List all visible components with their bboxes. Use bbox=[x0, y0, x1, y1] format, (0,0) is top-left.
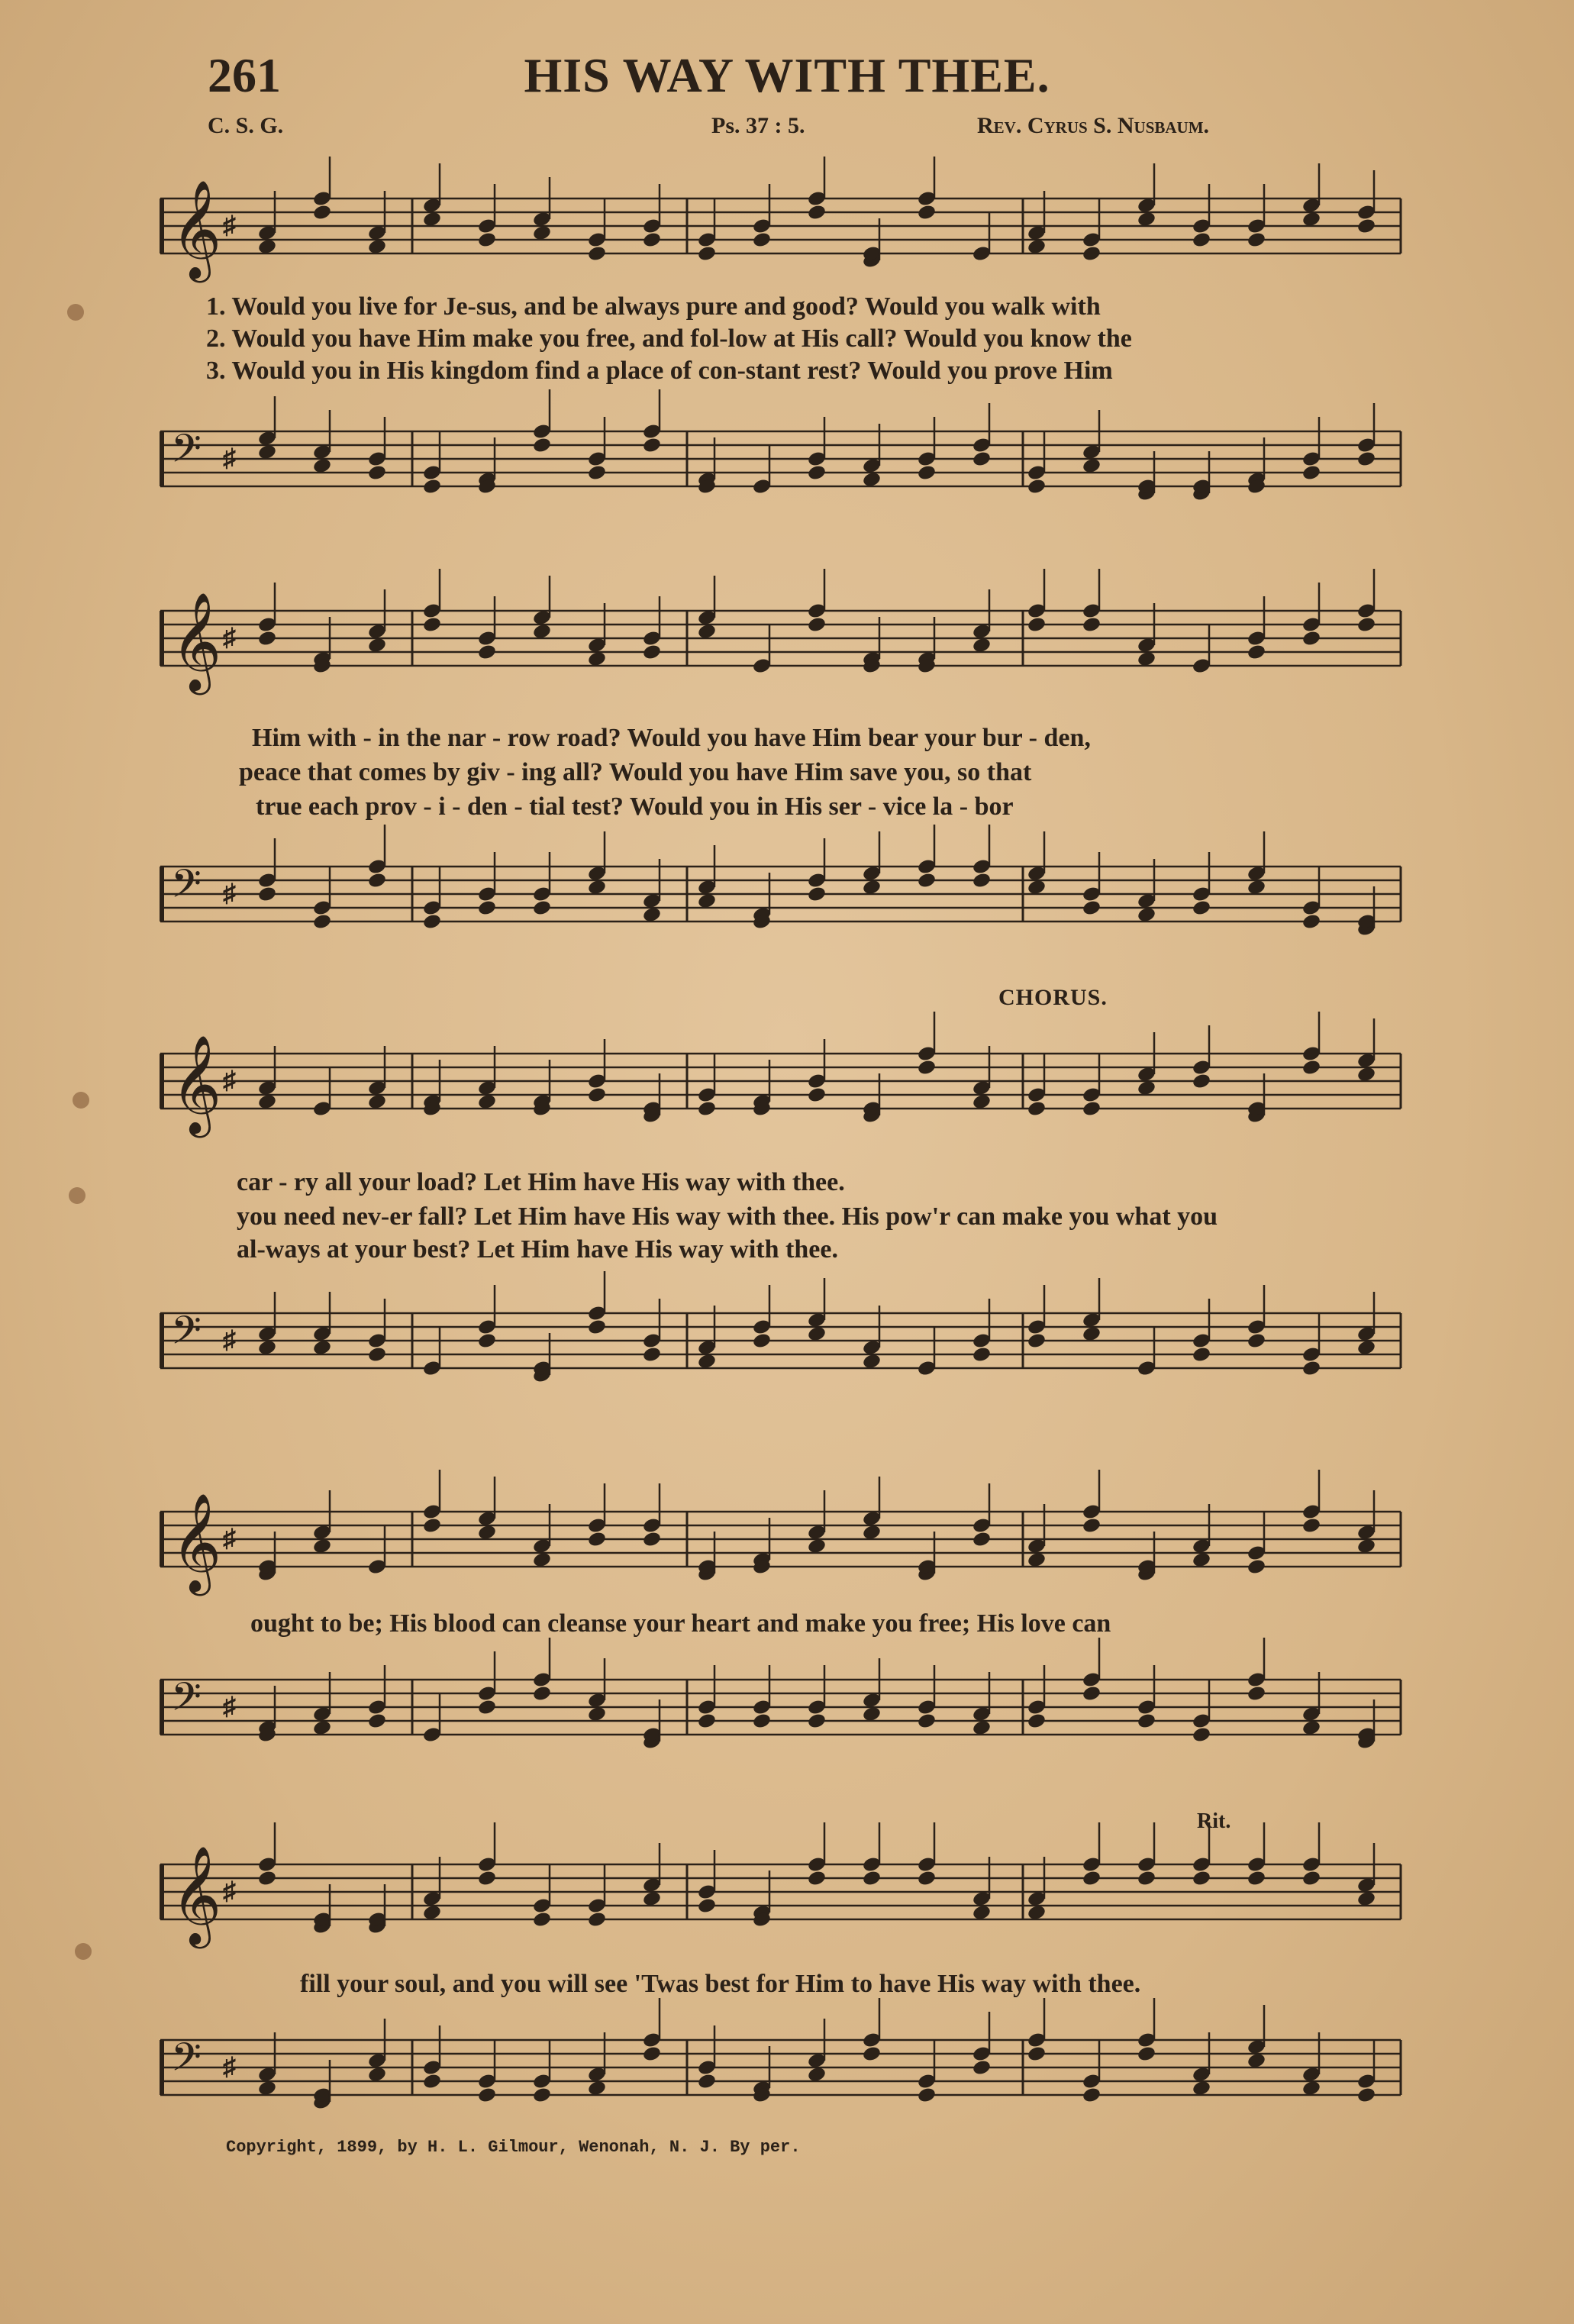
note-head bbox=[917, 464, 937, 482]
lyric-line: fill your soul, and you will see 'Twas best for Him to have His way with thee. bbox=[300, 1970, 1141, 1998]
chorus-label: CHORUS. bbox=[998, 985, 1108, 1010]
lyric-line: 2. Would you have Him make you free, and fol-low at His call? Would you know the bbox=[206, 324, 1132, 353]
note-head bbox=[367, 1712, 387, 1730]
sharp-icon: ♯ bbox=[223, 1693, 236, 1721]
sharp-icon: ♯ bbox=[223, 1326, 236, 1354]
note-head bbox=[1082, 899, 1101, 917]
note-head bbox=[1192, 1073, 1211, 1090]
note-head bbox=[1247, 1685, 1266, 1703]
note-head bbox=[367, 872, 387, 889]
note-head bbox=[1082, 1685, 1101, 1703]
lyric-line: al-ways at your best? Let Him have His way with thee. bbox=[237, 1235, 838, 1264]
note-head bbox=[807, 204, 827, 221]
note-head bbox=[1356, 616, 1376, 634]
note-head bbox=[1247, 1558, 1266, 1576]
binding-hole bbox=[75, 1943, 92, 1960]
treble-staff bbox=[160, 1481, 1401, 1596]
note-head bbox=[477, 231, 497, 249]
note-head bbox=[587, 464, 607, 482]
treble-staff bbox=[160, 580, 1401, 695]
sharp-icon: ♯ bbox=[223, 880, 236, 908]
page-number: 261 bbox=[208, 48, 281, 102]
lyric-line: 1. Would you live for Je-sus, and be always pure and good? Would you walk with bbox=[206, 292, 1101, 321]
note-head bbox=[807, 616, 827, 634]
note-head bbox=[807, 1086, 827, 1104]
sharp-icon: ♯ bbox=[223, 2053, 236, 2081]
lyric-line: peace that comes by giv - ing all? Would you have Him save you, so that bbox=[239, 758, 1032, 786]
note-head bbox=[1301, 1360, 1321, 1377]
note-head bbox=[587, 1531, 607, 1548]
treble-clef-icon: 𝄞 bbox=[171, 592, 222, 691]
bass-staff bbox=[160, 1283, 1401, 1397]
note-head bbox=[1192, 1870, 1211, 1887]
note-head bbox=[477, 899, 497, 917]
treble-staff bbox=[160, 1834, 1401, 1948]
note-head bbox=[1082, 1870, 1101, 1887]
lyric-line: ought to be; His blood can cleanse your heart and make you free; His love can bbox=[250, 1609, 1111, 1638]
note-head bbox=[1356, 450, 1376, 468]
note-head bbox=[917, 1870, 937, 1887]
bass-clef-icon: 𝄢 bbox=[171, 1674, 202, 1729]
note-head bbox=[257, 886, 277, 903]
note-head bbox=[972, 1531, 992, 1548]
note-head bbox=[587, 245, 607, 263]
bass-clef-icon: 𝄢 bbox=[171, 860, 202, 916]
note-head bbox=[1247, 1870, 1266, 1887]
note-head bbox=[1082, 1100, 1101, 1118]
note-head bbox=[1247, 231, 1266, 249]
note-head bbox=[1301, 630, 1321, 647]
note-head bbox=[917, 2087, 937, 2104]
note-head bbox=[1137, 2045, 1156, 2063]
note-head bbox=[1356, 2087, 1376, 2104]
note-head bbox=[752, 1332, 772, 1350]
bass-clef-icon: 𝄢 bbox=[171, 1307, 202, 1363]
note-head bbox=[422, 1517, 442, 1535]
note-head bbox=[532, 1685, 552, 1703]
note-head bbox=[807, 1712, 827, 1730]
note-head bbox=[1301, 1059, 1321, 1076]
note-head bbox=[697, 1897, 717, 1915]
note-head bbox=[972, 450, 992, 468]
note-head bbox=[1247, 1332, 1266, 1350]
note-head bbox=[1192, 1726, 1211, 1744]
author-credit: Rev. Cyrus S. Nusbaum. bbox=[977, 113, 1210, 138]
sharp-icon: ♯ bbox=[223, 444, 236, 473]
bass-clef-icon: 𝄢 bbox=[171, 2034, 202, 2090]
treble-staff bbox=[160, 168, 1401, 282]
note-head bbox=[312, 204, 332, 221]
note-head bbox=[697, 1100, 717, 1118]
bass-staff bbox=[160, 401, 1401, 515]
note-head bbox=[752, 1712, 772, 1730]
note-head bbox=[642, 1346, 662, 1364]
note-head bbox=[1027, 1100, 1047, 1118]
note-head bbox=[642, 2045, 662, 2063]
note-head bbox=[477, 1699, 497, 1716]
note-head bbox=[752, 231, 772, 249]
bass-staff bbox=[160, 1649, 1401, 1764]
note-head bbox=[1137, 1870, 1156, 1887]
lyric-line: you need nev-er fall? Let Him have His way with thee. His pow'r can make you what you bbox=[237, 1202, 1218, 1231]
note-head bbox=[917, 1712, 937, 1730]
note-head bbox=[917, 1059, 937, 1076]
scripture-reference: Ps. 37 : 5. bbox=[711, 113, 805, 138]
note-head bbox=[1356, 218, 1376, 235]
sharp-icon: ♯ bbox=[223, 1067, 236, 1095]
note-head bbox=[1082, 616, 1101, 634]
binding-hole bbox=[69, 1187, 85, 1204]
lyric-line: Him with - in the nar - row road? Would you have Him bear your bur - den, bbox=[252, 724, 1091, 752]
sharp-icon: ♯ bbox=[223, 211, 236, 240]
treble-clef-icon: 𝄞 bbox=[171, 1845, 222, 1945]
note-head bbox=[642, 231, 662, 249]
note-head bbox=[1247, 644, 1266, 661]
sharp-icon: ♯ bbox=[223, 1877, 236, 1906]
lyric-line: true each prov - i - den - tial test? Would you in His ser - vice la - bor bbox=[256, 792, 1014, 821]
treble-clef-icon: 𝄞 bbox=[171, 179, 222, 279]
note-head bbox=[1301, 464, 1321, 482]
note-head bbox=[422, 913, 442, 931]
note-head bbox=[422, 616, 442, 634]
note-head bbox=[587, 1319, 607, 1336]
binding-hole bbox=[73, 1092, 89, 1109]
note-head bbox=[972, 1346, 992, 1364]
note-head bbox=[1082, 2087, 1101, 2104]
note-head bbox=[862, 2045, 882, 2063]
note-head bbox=[1301, 913, 1321, 931]
note-head bbox=[1301, 1517, 1321, 1535]
note-head bbox=[642, 437, 662, 454]
note-head bbox=[972, 2059, 992, 2077]
note-head bbox=[1027, 2045, 1047, 2063]
note-head bbox=[1301, 1870, 1321, 1887]
note-head bbox=[697, 245, 717, 263]
ritardando-mark: Rit. bbox=[1197, 1809, 1231, 1833]
note-head bbox=[587, 1911, 607, 1929]
note-head bbox=[532, 2087, 552, 2104]
note-head bbox=[477, 1332, 497, 1350]
note-head bbox=[312, 913, 332, 931]
note-head bbox=[477, 644, 497, 661]
note-head bbox=[1192, 1346, 1211, 1364]
note-head bbox=[477, 1870, 497, 1887]
note-head bbox=[257, 630, 277, 647]
note-head bbox=[367, 464, 387, 482]
note-head bbox=[587, 1086, 607, 1104]
note-head bbox=[532, 437, 552, 454]
note-head bbox=[642, 644, 662, 661]
treble-staff bbox=[160, 1023, 1401, 1138]
note-head bbox=[257, 1870, 277, 1887]
note-head bbox=[917, 204, 937, 221]
note-head bbox=[642, 1531, 662, 1548]
note-head bbox=[697, 2073, 717, 2090]
note-head bbox=[917, 872, 937, 889]
copyright-notice: Copyright, 1899, by H. L. Gilmour, Wenonah, N. J. By per. bbox=[226, 2138, 801, 2157]
treble-clef-icon: 𝄞 bbox=[171, 1035, 222, 1134]
note-head bbox=[422, 478, 442, 495]
note-head bbox=[1137, 1712, 1156, 1730]
note-head bbox=[1027, 1332, 1047, 1350]
note-head bbox=[1192, 899, 1211, 917]
note-head bbox=[807, 464, 827, 482]
bass-staff bbox=[160, 2009, 1401, 2124]
note-head bbox=[1027, 478, 1047, 495]
binding-hole bbox=[67, 304, 84, 321]
note-head bbox=[1027, 616, 1047, 634]
note-head bbox=[972, 872, 992, 889]
composer-credit: C. S. G. bbox=[208, 113, 284, 138]
note-head bbox=[367, 1346, 387, 1364]
treble-clef-icon: 𝄞 bbox=[171, 1493, 222, 1592]
hymn-title: HIS WAY WITH THEE. bbox=[524, 48, 1050, 102]
note-head bbox=[532, 899, 552, 917]
lyric-line: 3. Would you in His kingdom find a place of con-stant rest? Would you prove Him bbox=[206, 357, 1113, 385]
note-head bbox=[807, 886, 827, 903]
note-head bbox=[807, 1870, 827, 1887]
note-head bbox=[1027, 1712, 1047, 1730]
note-head bbox=[422, 2073, 442, 2090]
note-head bbox=[1082, 245, 1101, 263]
sharp-icon: ♯ bbox=[223, 1525, 236, 1553]
note-head bbox=[1192, 231, 1211, 249]
bass-clef-icon: 𝄢 bbox=[171, 425, 202, 481]
note-head bbox=[1082, 1517, 1101, 1535]
note-head bbox=[532, 1911, 552, 1929]
sharp-icon: ♯ bbox=[223, 624, 236, 652]
bass-staff bbox=[160, 836, 1401, 951]
lyric-line: car - ry all your load? Let Him have His way with thee. bbox=[237, 1168, 845, 1196]
note-head bbox=[477, 2087, 497, 2104]
note-head bbox=[697, 1712, 717, 1730]
note-head bbox=[862, 1870, 882, 1887]
